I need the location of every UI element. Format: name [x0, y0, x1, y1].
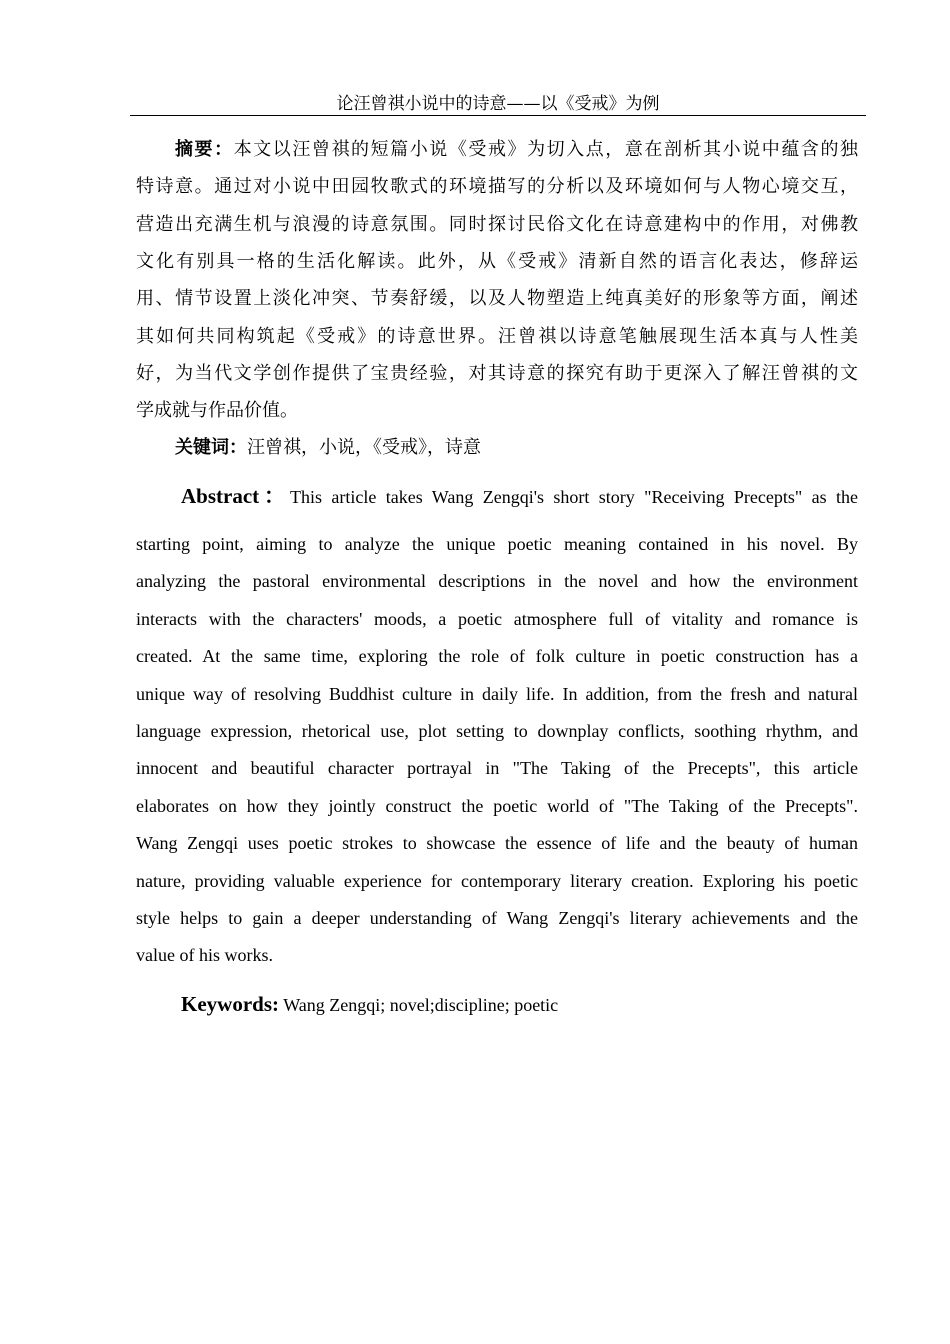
running-header: 论汪曾祺小说中的诗意——以《受戒》为例	[336, 94, 660, 114]
abstract-en-text: created. At the same time, exploring the role of folk culture in poetic construction has a	[136, 646, 858, 667]
abstract-en-text: starting point, aiming to analyze the unique poetic meaning contained in his novel. By	[136, 534, 858, 554]
abstract-cn-text: 其如何共同构筑起《受戒》的诗意世界。汪曾祺以诗意笔触展现生活本真与人性美	[136, 325, 858, 347]
abstract-en-line	[181, 484, 858, 509]
abstract-cn-line	[175, 138, 858, 162]
abstract-en-text: analyzing the pastoral environmental descriptions in the novel and how the environment	[136, 571, 858, 592]
abstract-cn-line	[136, 362, 858, 386]
abstract-cn-line	[136, 213, 858, 237]
abstract-en-text: interacts with the characters' moods, a poetic atmosphere full of vitality and romance is	[136, 608, 858, 629]
abstract-cn-line	[136, 287, 858, 311]
abstract-cn-line	[136, 250, 858, 274]
abstract-en-line	[136, 569, 858, 593]
keywords-en-label: Keywords:	[181, 992, 279, 1016]
abstract-en-text: innocent and beautiful character portrayal in "The Taking of the Precepts", this article	[136, 758, 858, 779]
keywords-cn-label: 关键词：	[175, 437, 247, 458]
abstract-en-line	[136, 906, 858, 930]
abstract-cn-text: 本文以汪曾祺的短篇小说《受戒》为切入点，意在剖析其小说中蕴含的独	[233, 139, 859, 160]
abstract-cn-line	[136, 325, 858, 349]
abstract-cn-label: 摘要：	[175, 139, 234, 160]
abstract-en-text: nature, providing valuable experience for contemporary literary creation. Exploring his poetic	[136, 870, 858, 891]
header-rule	[130, 115, 866, 116]
abstract-en-text: unique way of resolving Buddhist culture in daily life. In addition, from the fresh and natural	[136, 683, 858, 704]
abstract-en-line	[136, 943, 858, 967]
abstract-en-line	[136, 794, 858, 818]
abstract-en-text: style helps to gain a deeper understanding of Wang Zengqi's literary achievements and the	[136, 908, 858, 928]
abstract-en-text: language expression, rhetorical use, plot setting to downplay conflicts, soothing rhythm, and	[136, 721, 858, 741]
abstract-cn-text: 特诗意。通过对小说中田园牧歌式的环境描写的分析以及环境如何与人物心境交互，	[136, 176, 858, 198]
abstract-en-label: Abstract：	[181, 484, 290, 508]
abstract-en-line	[136, 644, 858, 668]
abstract-en-text: This article takes Wang Zengqi's short story "Receiving Precepts" as the	[289, 487, 858, 507]
abstract-en-text: value of his works.	[136, 945, 273, 966]
abstract-cn-text: 学成就与作品价值。	[136, 400, 298, 422]
abstract-en-line	[136, 756, 858, 780]
keywords-en	[181, 992, 858, 1017]
abstract-cn-text: 用、情节设置上淡化冲突、节奏舒缓，以及人物塑造上纯真美好的形象等方面，阐述	[136, 288, 858, 310]
abstract-en-text: elaborates on how they jointly construct the poetic world of "The Taking of the Precepts".	[136, 795, 858, 816]
keywords-cn-text: 汪曾祺，小说，《受戒》，诗意	[247, 437, 481, 458]
abstract-en-line	[136, 719, 858, 743]
abstract-cn-line	[136, 175, 858, 199]
keywords-en-text: Wang Zengqi; novel;discipline; poetic	[283, 995, 559, 1015]
abstract-en-line	[136, 532, 858, 556]
abstract-cn-text: 好，为当代文学创作提供了宝贵经验，对其诗意的探究有助于更深入了解汪曾祺的文	[136, 362, 858, 384]
abstract-en-text: Wang Zengqi uses poetic strokes to showcase the essence of life and the beauty of human	[136, 833, 858, 854]
abstract-cn-line	[136, 399, 858, 423]
keywords-cn	[175, 436, 858, 460]
abstract-cn-text: 营造出充满生机与浪漫的诗意氛围。同时探讨民俗文化在诗意建构中的作用，对佛教	[136, 213, 858, 235]
abstract-en-line	[136, 682, 858, 706]
abstract-en-line	[136, 607, 858, 631]
abstract-cn-text: 文化有别具一格的生活化解读。此外，从《受戒》清新自然的语言化表达，修辞运	[136, 250, 858, 272]
abstract-en-line	[136, 831, 858, 855]
abstract-en-line	[136, 869, 858, 893]
